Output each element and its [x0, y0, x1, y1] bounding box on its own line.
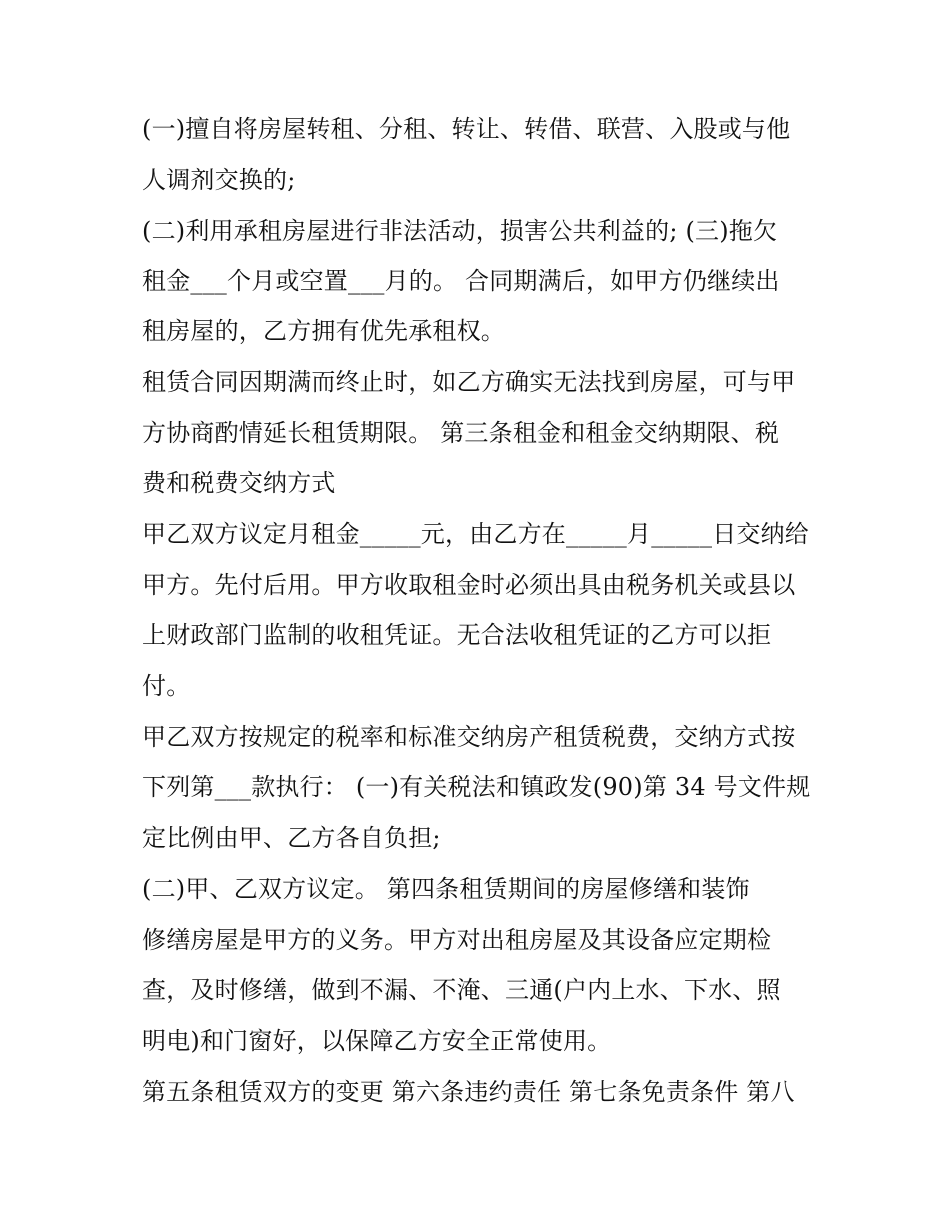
text-line: (二)利用承租房屋进行非法活动，损害公共利益的; (三)拖欠	[142, 217, 778, 245]
text-line: 方协商酌情延长租赁期限。 第三条租金和租金交纳期限、税	[142, 419, 780, 447]
text-line: 定比例由甲、乙方各自负担;	[142, 824, 441, 852]
text-line: 租赁合同因期满而终止时，如乙方确实无法找到房屋，可与甲	[142, 368, 796, 396]
text-line: (二)甲、乙双方议定。 第四条租赁期间的房屋修缮和装饰	[142, 875, 750, 903]
text-line: 甲乙双方按规定的税率和标准交纳房产租赁税费，交纳方式按	[142, 723, 796, 751]
text-line: 下列第___款执行： (一)有关税法和镇政发(90)第 34 号文件规	[142, 773, 811, 801]
text-line: 修缮房屋是甲方的义务。甲方对出租房屋及其设备应定期检	[142, 926, 772, 954]
text-line: 上财政部门监制的收租凭证。无合法收租凭证的乙方可以拒	[142, 621, 772, 649]
text-line: 费和税费交纳方式	[142, 469, 336, 497]
text-line: 甲乙双方议定月租金_____元，由乙方在_____月_____日交纳给	[142, 520, 809, 548]
text-line: 租金___个月或空置___月的。 合同期满后，如甲方仍继续出	[142, 267, 780, 295]
text-line: 人调剂交换的;	[142, 166, 296, 194]
text-line: 甲方。先付后用。甲方收取租金时必须出具由税务机关或县以	[142, 571, 796, 599]
text-line: 明电)和门窗好，以保障乙方安全正常使用。	[142, 1027, 612, 1055]
text-line: 租房屋的，乙方拥有优先承租权。	[142, 317, 505, 345]
text-line: 付。	[142, 672, 191, 700]
text-line: 查，及时修缮，做到不漏、不淹、三通(户内上水、下水、照	[142, 976, 781, 1004]
text-line: (一)擅自将房屋转租、分租、转让、转借、联营、入股或与他	[142, 115, 791, 143]
text-line: 第五条租赁双方的变更 第六条违约责任 第七条免责条件 第八	[142, 1078, 795, 1106]
